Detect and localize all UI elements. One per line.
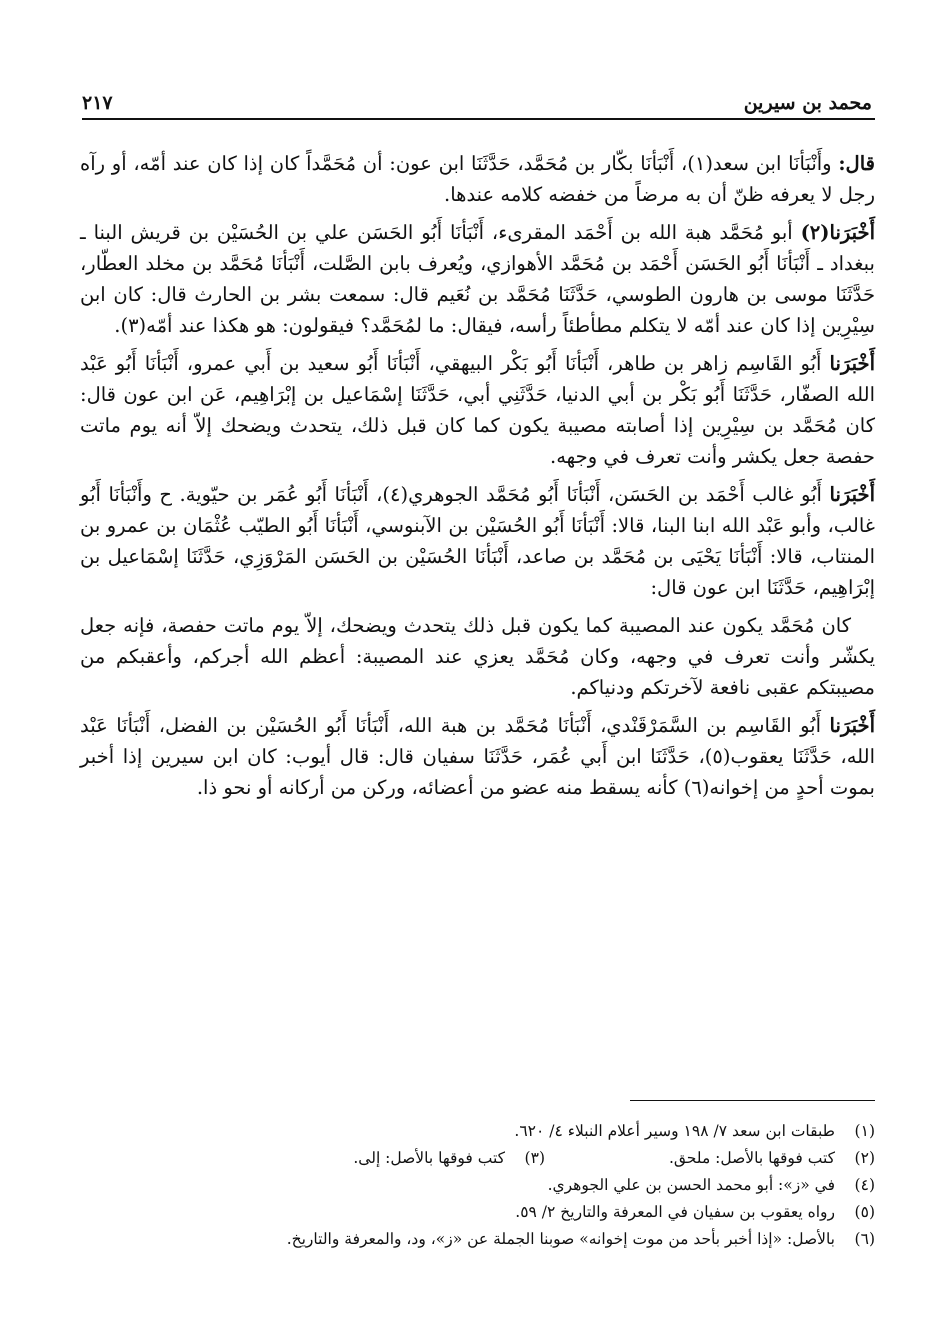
paragraph-text: كان مُحَمَّد يكون عند المصيبة كما يكون قبل ذلك يتحدث ويضحك، إلاّ يوم ماتت حفصة، فإنه جعل يكشّر وأنت تعرف في وجهه، وكان مُحَمَّد يعزي عند المصيبة: أعظم الله أجركم، وأعقبكم من مصيبتكم عقبى نافعة لآخرتكم ودنياكم.	[80, 614, 875, 699]
paragraph	[80, 610, 875, 703]
footnote-text: بالأصل: «إذا أخبر بأحد من موت إخوانه» صوبنا الجملة عن «ز»، ود، والمعرفة والتاريخ.	[286, 1230, 835, 1248]
footnote-text: رواه يعقوب بن سفيان في المعرفة والتاريخ ٢/ ٥٩.	[515, 1203, 835, 1221]
paragraph-keyword: أَخْبَرَنا	[829, 714, 875, 737]
footnote-number: (٣)	[524, 1149, 545, 1167]
footnote	[80, 1226, 875, 1253]
paragraph-text: أَبُو القَاسِم بن السَّمَرْقَنْدي، أَنْبَأنَا مُحَمَّد بن هبة الله، أَنْبَأنَا أَبُو الحُسَيْن بن الفضل، أَنْبَأنَا عَبْد الله، حَدَّثَنَا يعقوب(٥)، حَدَّثَنَا ابن أَبي عُمَر، حَدَّثَنَا سفيان قال: قال أيوب: كان ابن سيرين إذا أخبر بموت أحدٍ من إخوانه(٦) كأنه يسقط منه عضو من أعضائه، وركن من أركانه أو نحو ذا.	[80, 714, 875, 799]
footnote	[80, 1172, 875, 1199]
paragraph	[80, 217, 875, 341]
footnote-text: طبقات ابن سعد ٧/ ١٩٨ وسير أعلام النبلاء ٤/ ٦٢٠.	[514, 1122, 835, 1140]
paragraph-text: أَبُو القَاسِم زاهر بن طاهر، أَنْبَأنَا أَبُو بَكْر البيهقي، أَنْبَأنَا أَبُو سعيد بن أَبي عمرو، أَنْبَأنَا أَبُو عَبْد الله الصفّار، حَدَّثَنَا أَبُو بَكْر بن أبي الدنيا، حَدَّثَنِي أبي، حَدَّثَنَا إسْمَاعيل بن إبْرَاهِيم، عَن ابن عون قال: كان مُحَمَّد بن سِيْرِين إذا أصابته مصيبة يكون كما كان قبل ذلك، يتحدث ويضحك إلاّ أنه يوم ماتت حفصة جعل يكشر وأنت تعرف في وجهه.	[80, 352, 875, 468]
paragraph-text: أَبُو غالب أَحْمَد بن الحَسَن، أَنْبَأنَا أَبُو مُحَمَّد الجوهري(٤)، أَنْبَأنَا أَبُو عُمَر بن حيّوية. ح وأَنْبَأنَا أَبُو غالب، وأبو عَبْد الله ابنا البنا، قالا: أَنْبَأنَا أَبُو الحُسَيْن بن الآبنوسي، أَنْبَأنَا أَبُو الطيّب عُثْمَان بن عمرو بن المنتاب، قالا: أَنْبَأنَا يَحْيَى بن مُحَمَّد بن صاعد، أَنْبَأنَا الحُسَيْن بن الحَسَن المَرْوَزِي، حَدَّثَنَا إسْمَاعيل بن إبْرَاهِيم، حَدَّثَنَا ابن عون قال:	[80, 483, 875, 599]
page-number: ٢١٧	[82, 92, 113, 114]
header-rule	[82, 118, 875, 120]
paragraph	[80, 710, 875, 803]
footnote	[80, 1199, 875, 1226]
paragraph	[80, 348, 875, 472]
paragraph	[80, 479, 875, 603]
paragraph-keyword: قال:	[838, 152, 875, 175]
paragraph	[80, 148, 875, 210]
running-header	[82, 78, 872, 114]
footnote-number: (٢)	[854, 1149, 875, 1167]
footnote-text: كتب فوقها بالأصل: ملحق.	[668, 1149, 835, 1167]
footnotes	[80, 1118, 875, 1253]
footnote	[80, 1118, 875, 1145]
main-text	[80, 148, 875, 810]
footnote-separator	[630, 1100, 875, 1101]
footnote-number: (٥)	[854, 1203, 875, 1221]
footnote	[353, 1145, 545, 1172]
footnote	[545, 1145, 875, 1172]
footnote-number: (٦)	[854, 1230, 875, 1248]
paragraph-keyword: أَخْبَرَنا	[829, 483, 875, 506]
footnote-number: (٤)	[854, 1176, 875, 1194]
footnote-number: (١)	[854, 1122, 875, 1140]
paragraph-text: وأَنْبَأنَا ابن سعد(١)، أَنْبَأنَا بكّار بن مُحَمَّد، حَدَّثَنَا ابن عون: أن مُحَمَّداً كان إذا كان عند أمّه، أو رآه رجل لا يعرفه ظنّ أن به مرضاً من خفضه كلامه عندها.	[80, 152, 875, 206]
paragraph-text: أبو مُحَمَّد هبة الله بن أَحْمَد المقرىء، أَنْبَأنَا أَبُو الحَسَن علي بن الحُسَيْن بن قريش البنا ـ ببغداد ـ أَنْبَأنَا أَبُو الحَسَن أَحْمَد بن مُحَمَّد الأهوازي، ويُعرف بابن الصَّلت، أَنْبَأنَا مُحَمَّد بن مخلد العطّار، حَدَّثَنَا موسى بن هارون الطوسي، حَدَّثَنَا مُحَمَّد بن نُعَيم قال: سمعت بشر بن الحارث قال: كان ابن سِيْرِين إذا كان عند أمّه لا يتكلم مطأطئاً رأسه، فيقال: ما لمُحَمَّد؟ فيقولون: هو هكذا عند أمّه(٣).	[80, 221, 875, 337]
footnote-text: في «ز»: أبو محمد الحسن بن علي الجوهري.	[547, 1176, 835, 1194]
running-title: محمد بن سيرين	[743, 92, 872, 114]
paragraph-keyword: أَخْبَرَنا(٢)	[800, 221, 875, 244]
paragraph-keyword: أَخْبَرَنا	[829, 352, 875, 375]
footnote-text: كتب فوقها بالأصل: إلى.	[353, 1149, 505, 1167]
footnote-row	[80, 1145, 875, 1172]
